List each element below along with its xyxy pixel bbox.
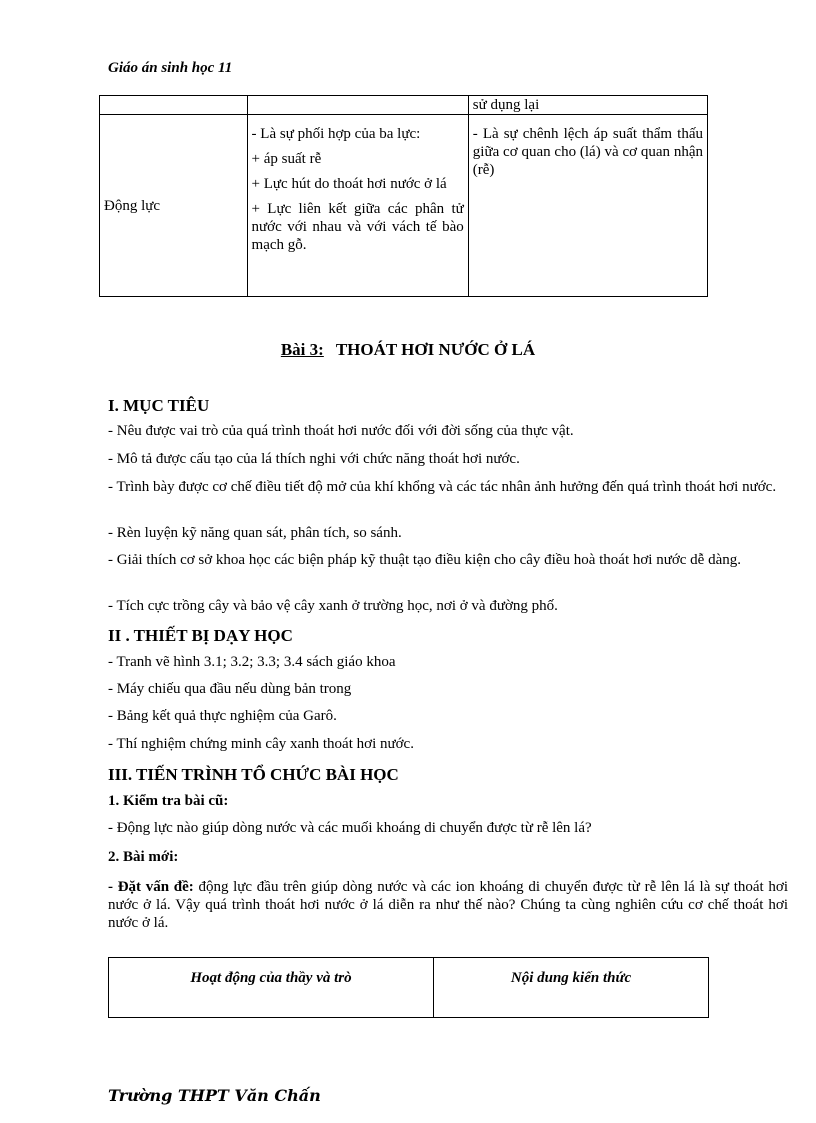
cell-line: + áp suất rễ <box>251 151 322 167</box>
list-item: - Máy chiếu qua đầu nếu dùng bản trong <box>108 681 352 697</box>
lesson-number: Bài 3: <box>280 340 324 359</box>
document-footer: Trường THPT Văn Chấn <box>108 1086 321 1105</box>
cell-line: + Lực liên kết giữa các phân tử nước với nhau và với vách tế bào mạch gỗ. <box>251 201 464 253</box>
lesson-name: THOÁT HƠI NƯỚC Ở LÁ <box>335 340 536 359</box>
list-item: - Giải thích cơ sở khoa học các biện pháp kỹ thuật tạo điều kiện cho cây điều hoà thoát hơi nước dễ dàng. <box>108 552 741 568</box>
intro-paragraph <box>108 878 788 932</box>
subheading-old-lesson-check: 1. Kiểm tra bài cũ: <box>108 793 229 809</box>
table-cell <box>100 96 248 115</box>
header-teacher-student-activity: Hoạt động của thầy và trò <box>109 958 434 1018</box>
list-item: - Bảng kết quả thực nghiệm của Garô. <box>108 708 337 724</box>
section-heading-equipment: II . THIẾT BỊ DẠY HỌC <box>108 626 293 645</box>
table-row <box>100 96 708 115</box>
table-row <box>109 958 709 1018</box>
list-item: - Nêu được vai trò của quá trình thoát hơi nước đối với đời sống của thực vật. <box>108 423 574 439</box>
intro-text: động lực đầu trên giúp dòng nước và các ion khoáng di chuyển được từ rễ lên lá là sự thoát hơi nước ở lá. Vậy quá trình thoát hơi nước ở lá diễn ra như thế nào? Chúng ta cùng nghiên cứu cơ chế thoát hơi nước ở lá. <box>108 879 788 931</box>
table-cell <box>247 96 468 115</box>
subheading-new-lesson: 2. Bài mới: <box>108 849 179 865</box>
table-row <box>100 115 708 297</box>
cell-line: + Lực hút do thoát hơi nước ở lá <box>251 176 447 192</box>
section-heading-process: III. TIẾN TRÌNH TỔ CHỨC BÀI HỌC <box>108 765 399 784</box>
list-item: - Rèn luyện kỹ năng quan sát, phân tích, so sánh. <box>108 525 402 541</box>
list-item: - Tích cực trồng cây và bảo vệ cây xanh ở trường học, nơi ở và đường phố. <box>108 598 558 614</box>
list-item: - Thí nghiệm chứng minh cây xanh thoát hơi nước. <box>108 736 414 752</box>
intro-label: - Đặt vấn đề: <box>108 879 194 895</box>
header-knowledge-content: Nội dung kiến thức <box>434 958 709 1018</box>
list-item: - Tranh vẽ hình 3.1; 3.2; 3.3; 3.4 sách giáo khoa <box>108 654 396 670</box>
list-item: - Mô tả được cấu tạo của lá thích nghi với chức năng thoát hơi nước. <box>108 451 520 467</box>
comparison-table <box>99 95 708 297</box>
table-cell <box>247 115 468 297</box>
document-header: Giáo án sinh học 11 <box>108 60 233 76</box>
section-heading-objectives: I. MỤC TIÊU <box>108 396 210 415</box>
activity-table <box>108 957 709 1018</box>
list-item: - Trình bày được cơ chế điều tiết độ mở của khí khổng và các tác nhân ảnh hưởng đến quá trình thoát hơi nước. <box>108 479 777 495</box>
table-cell: sử dụng lại <box>468 96 707 115</box>
cell-line: - Là sự chênh lệch áp suất thẩm thấu giữa cơ quan cho (lá) và cơ quan nhận (rễ) <box>472 126 703 178</box>
lesson-title <box>0 340 816 360</box>
list-item: - Động lực nào giúp dòng nước và các muối khoáng di chuyển được từ rễ lên lá? <box>108 820 592 836</box>
cell-line: - Là sự phối hợp của ba lực: <box>251 126 421 142</box>
table-cell <box>468 115 707 297</box>
row-label-driving-force: Động lực <box>100 115 248 297</box>
